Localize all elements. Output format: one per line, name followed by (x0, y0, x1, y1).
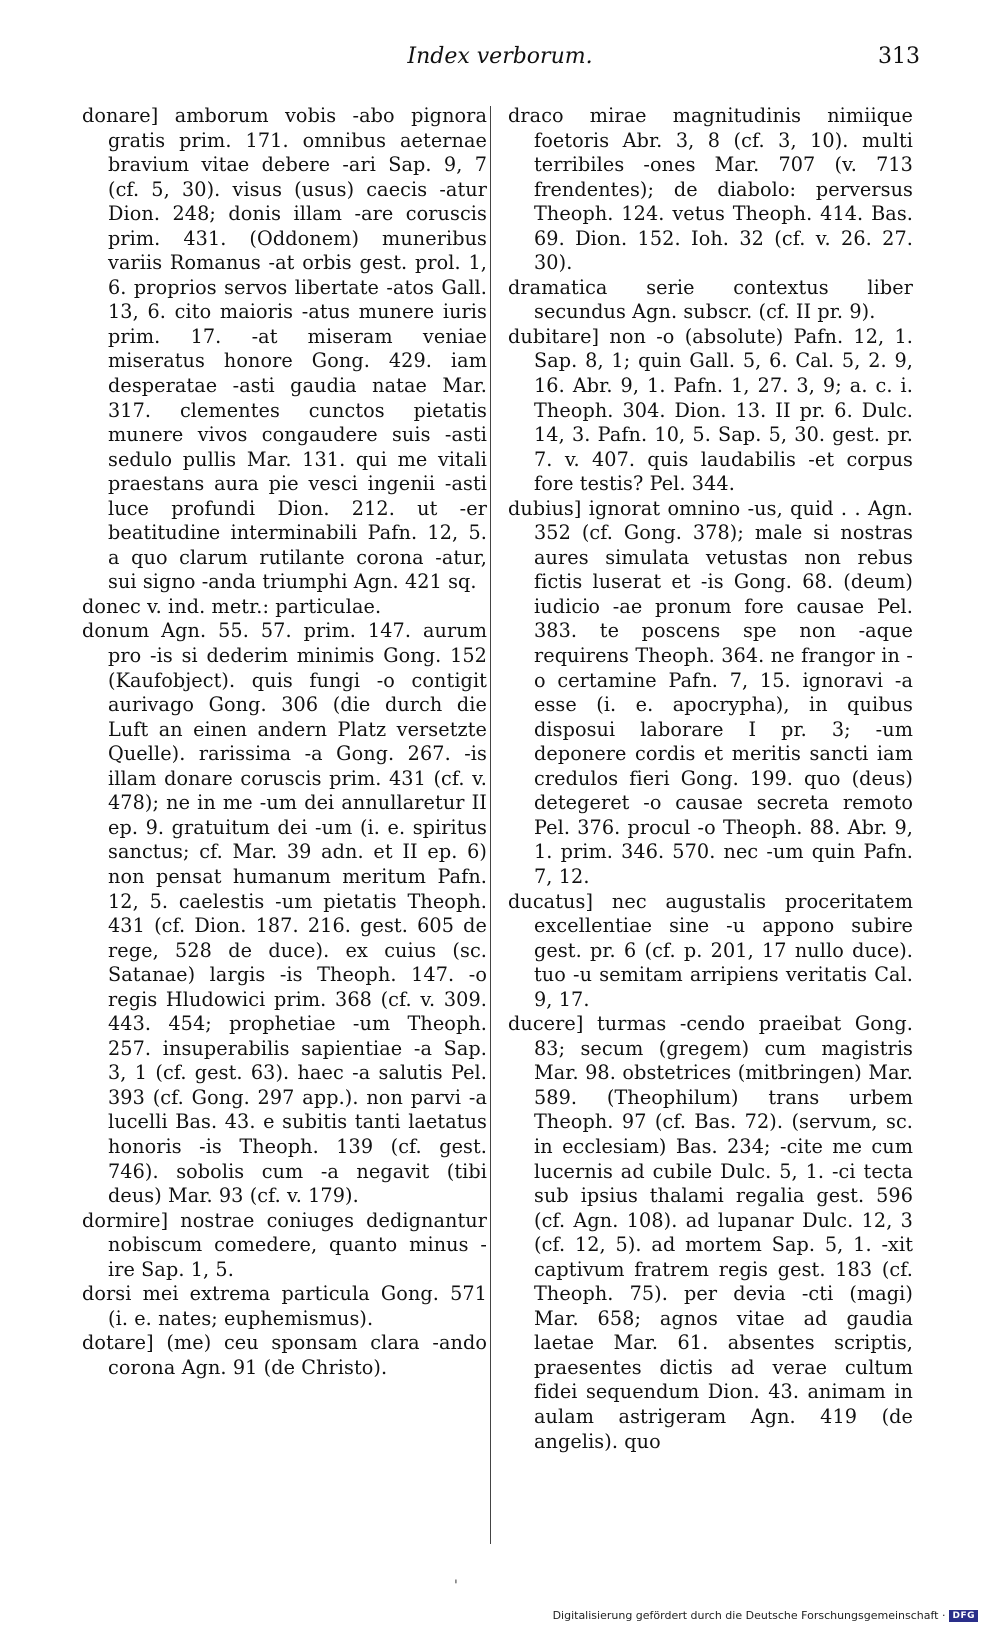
footer-text: Digitalisierung gefördert durch die Deutsche Forschungsgemeinschaft · (552, 1609, 946, 1622)
page-header (80, 44, 920, 78)
column-divider (490, 106, 491, 1544)
dfg-logo-icon: DFG (949, 1610, 978, 1622)
index-entry-dubius: dubius] ignorat omnino -us, quid . . Agn. 352 (cf. Gong. 378); male si nostras aures simulata vetustas non rebus fictis luserat et -is Gong. 68. (deum) iudicio -ae pronum fore causae Pel. 383. te poscens spe non -aque requirens Theoph. 364. ne frangor in -o certamine Pafn. 7, 15. ignoravi -a esse (i. e. apocrypha), in quibus disposui laborare I pr. 3; -um deponere cordis et meritis sancti iam credulos fieri Gong. 199. quo (deus) detegeret -o causae secreta remoto Pel. 376. procul -o Theoph. 88. Abr. 9, 1. prim. 346. 570. nec -um quin Pafn. 7, 12. (508, 496, 913, 888)
index-entry-dramatica: dramatica serie contextus liber secundus Agn. subscr. (cf. II pr. 9). (508, 275, 913, 324)
left-column (82, 104, 487, 1380)
digitization-footer (553, 1609, 978, 1622)
page-number: 313 (878, 44, 920, 69)
index-entry-dorsi: dorsi mei extrema particula Gong. 571 (i. e. nates; euphemismus). (82, 1282, 487, 1330)
index-entry-donec: donec v. ind. metr.: particulae. (82, 594, 382, 618)
index-entry-dubitare: dubitare] non -o (absolute) Pafn. 12, 1. Sap. 8, 1; quin Gall. 5, 6. Cal. 5, 2. 9, 16. Abr. 9, 1. Pafn. 1, 27. 3, 9; a. c. i. Theoph. 304. Dion. 13. II pr. 6. Dulc. 14, 3. Pafn. 10, 5. Sap. 5, 30. gest. pr. 7. v. 407. quis laudabilis -et corpus fore testis? Pel. 344. (508, 324, 913, 496)
index-entry-donum: donum Agn. 55. 57. prim. 147. aurum pro -is si dederim minimis Gong. 152 (Kaufobject). quis fungi -o contigit aurivago Gong. 306 (die durch die Luft an einen andern Platz versetzte Quelle). rarissima -a Gong. 267. -is illam donare coruscis prim. 431 (cf. v. 478); ne in me -um dei annullaretur II ep. 9. gratuitum dei -um (i. e. spiritus sanctus; cf. Mar. 39 adn. et II ep. 6) non pensat humanum meritum Pafn. 12, 5. caelestis -um pietatis Theoph. 431 (cf. Dion. 187. 216. gest. 605 de rege, 528 de duce). ex cuius (sc. Satanae) largis -is Theoph. 147. -o regis Hludowici prim. 368 (cf. v. 309. 443. 454; prophetiae -um Theoph. 257. insuperabilis sapientiae -a Sap. 3, 1 (cf. gest. 63). haec -a salutis Pel. 393 (cf. Gong. 297 app.). non parvi -a lucelli Bas. 43. e subitis tanti laetatus honoris -is Theoph. 139 (cf. gest. 746). sobolis cum -a negavit (tibi deus) Mar. 93 (cf. v. 179). (82, 619, 487, 1208)
index-entry-ducere: ducere] turmas -cendo praeibat Gong. 83; secum (gregem) cum magistris Mar. 98. obstetrices (mitbringen) Mar. 589. (Theophilum) trans urbem Theoph. 97 (cf. Bas. 72). (servum, sc. in ecclesiam) Bas. 234; -cite me cum lucernis ad cubile Dulc. 5, 1. -ci tecta sub ipsius thalami regalia gest. 596 (cf. Agn. 108). ad lupanar Dulc. 12, 3 (cf. 12, 5). ad mortem Sap. 5, 1. -xit captivum fratrem regis gest. 183 (cf. Theoph. 75). per devia -cti (magi) Mar. 658; agnos vitae ad gaudia laetae Mar. 61. absentes scriptis, praesentes dictis ad verae cultum fidei sequendum Dion. 43. animam in aulam astrigeram Agn. 419 (de angelis). quo (508, 1012, 913, 1453)
index-entry-dotare: dotare] (me) ceu sponsam clara -ando corona Agn. 91 (de Christo). (82, 1331, 487, 1379)
index-entry-donare: donare] amborum vobis -abo pignora gratis prim. 171. omnibus aeternae bravium vitae debere -ari Sap. 9, 7 (cf. 5, 30). visus (usus) caecis -atur Dion. 248; donis illam -are coruscis prim. 431. (Oddonem) muneribus variis Romanus -at orbis gest. prol. 1, 6. proprios servos libertate -atos Gall. 13, 6. cito maioris -atus munere iuris prim. 17. -at miseram veniae miseratus honore Gong. 429. iam desperatae -asti gaudia natae Mar. 317. clementes cunctos pietatis munere vivos congaudere suis -asti sedulo pullis Mar. 131. qui me vitali praestans aura pie vesci ingenii -asti luce profundi Dion. 212. ut -er beatitudine interminabili Pafn. 12, 5. a quo clarum rutilante corona -atur, sui signo -anda triumphi Agn. 421 sq. (82, 104, 487, 594)
stray-mark: ' (454, 1578, 458, 1594)
index-entry-ducatus: ducatus] nec augustalis proceritatem excellentiae sine -u appono subire gest. pr. 6 (cf. p. 201, 17 nullo duce). tuo -u semitam arripiens veritatis Cal. 9, 17. (508, 889, 913, 1011)
right-column (508, 104, 913, 1454)
running-title: Index verborum. (407, 44, 593, 69)
index-entry-dormire: dormire] nostrae coniuges dedignantur nobiscum comedere, quanto minus -ire Sap. 1, 5. (82, 1208, 487, 1281)
index-entry-draco: draco mirae magnitudinis nimiique foetoris Abr. 3, 8 (cf. 3, 10). multi terribiles -ones Mar. 707 (v. 713 frendentes); de diabolo: perversus Theoph. 124. vetus Theoph. 414. Bas. 69. Dion. 152. Ioh. 32 (cf. v. 26. 27. 30). (508, 104, 913, 275)
